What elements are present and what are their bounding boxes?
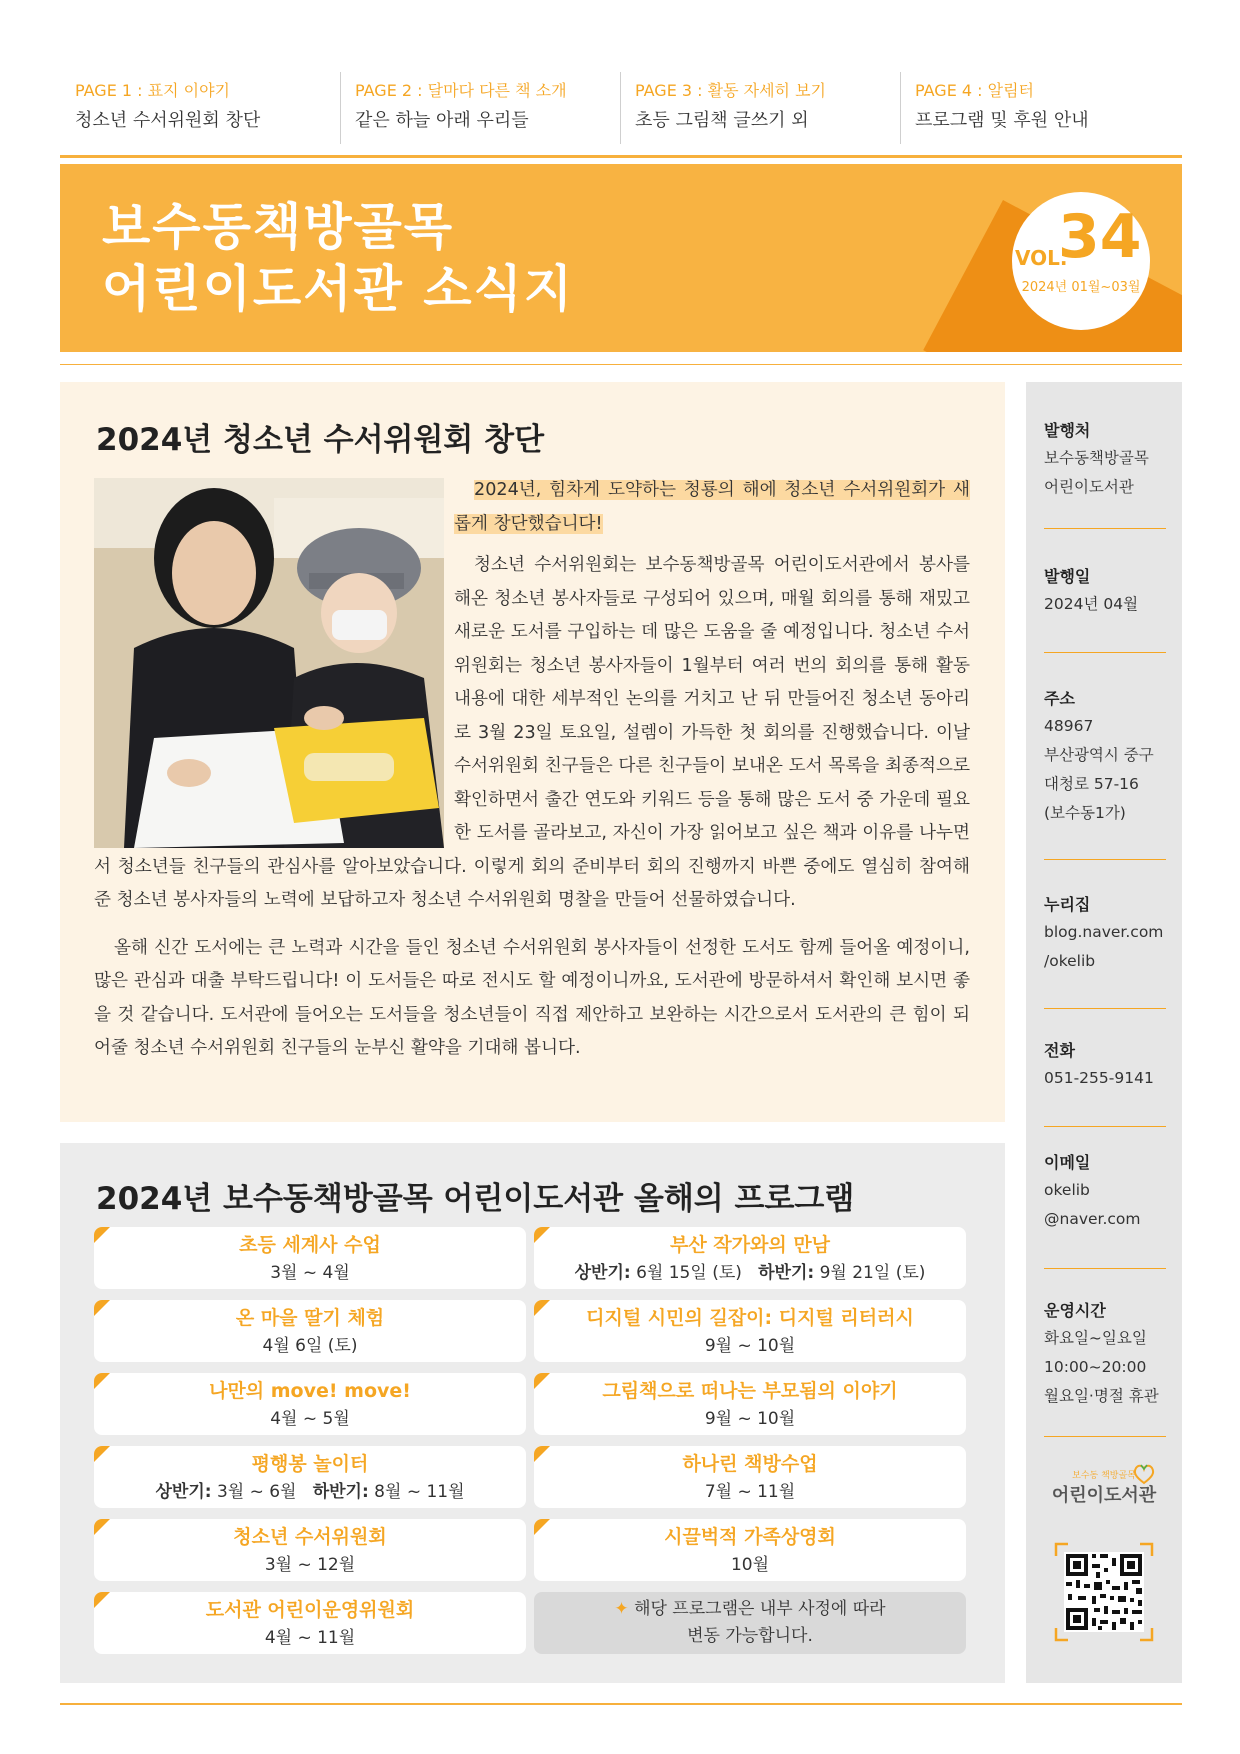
corner-triangle-icon: [534, 1519, 550, 1535]
programs-section: [60, 1143, 1005, 1683]
program-card[interactable]: [534, 1373, 966, 1435]
program-card[interactable]: [94, 1300, 526, 1362]
issue-date-value: 2024년 04월: [1044, 595, 1139, 613]
program-notice-line1: 해당 프로그램은 내부 사정에 따라: [634, 1599, 886, 1619]
library-logo-subtitle: 보수동 책방골목: [1072, 1471, 1136, 1481]
feature-article: [60, 382, 1005, 1122]
phone-heading: 전화: [1044, 1041, 1075, 1060]
nav-page-label: PAGE 1 : 표지 이야기: [75, 81, 230, 100]
corner-triangle-icon: [534, 1300, 550, 1316]
program-notice-line2: 변동 가능합니다.: [687, 1626, 813, 1646]
second-half-date: 9월 21일 (토): [814, 1263, 926, 1283]
address-line2: 대청로 57-16: [1044, 775, 1139, 793]
address-line3: (보수동1가): [1044, 804, 1126, 822]
volume-date: 2024년 01월~03월: [1021, 280, 1141, 295]
library-logo: 어린이도서관: [1051, 1485, 1157, 1506]
masthead-title: [102, 196, 574, 320]
nav-page-label: PAGE 2 : 달마다 다른 책 소개: [355, 81, 567, 100]
publisher-block: [1044, 418, 1166, 502]
second-half-label: 하반기:: [312, 1482, 369, 1502]
article-paragraph-2: 올해 신간 도서에는 큰 노력과 시간을 들인 청소년 수서위원회 봉사자들이 선정한 도서도 함께 들어올 예정이니, 많은 관심과 대출 부탁드립니다! 이 도서들은 따로 전시도 할 예정이니까요, 도서관에 방문하셔서 확인해 보시면 좋을 것 같습니다. 도서관에 들어오는 도서들을 청소년들이 직접 제안하고 보완하는 시간으로서 도서관의 큰 힘이 되어줄 청소년 수서위원회 친구들의 눈부신 활약을 기대해 봅니다.: [94, 937, 970, 1058]
issue-date-block: [1044, 564, 1166, 619]
email-heading: 이메일: [1044, 1153, 1091, 1172]
book-heart-icon: [1132, 1463, 1156, 1485]
volume-label: VOL.: [1015, 246, 1068, 270]
qr-code-icon[interactable]: [1054, 1542, 1154, 1642]
program-name: 나만의 move! move!: [209, 1380, 411, 1402]
program-date: 9월 ~ 10월: [704, 1336, 796, 1356]
sidebar-divider: [1044, 1436, 1166, 1437]
corner-triangle-icon: [94, 1373, 110, 1389]
program-name: 시끌벅적 가족상영회: [664, 1526, 836, 1548]
hours-days: 화요일~일요일: [1044, 1329, 1147, 1347]
nav-page-4[interactable]: [900, 72, 1180, 144]
hours-time: 10:00~20:00: [1044, 1358, 1147, 1376]
program-name: 초등 세계사 수업: [239, 1234, 381, 1256]
volume-number: 34: [1058, 202, 1142, 272]
divider-top: [60, 155, 1182, 158]
nav-page-1[interactable]: [60, 72, 340, 144]
sidebar-divider: [1044, 652, 1166, 653]
star-icon: ✦: [614, 1599, 629, 1619]
website-link-path[interactable]: /okelib: [1044, 952, 1096, 970]
program-name: 디지털 시민의 길잡이: 디지털 리터러시: [586, 1307, 914, 1329]
program-card[interactable]: [94, 1519, 526, 1581]
program-date: 3월 ~ 12월: [264, 1555, 356, 1575]
program-card[interactable]: [534, 1519, 966, 1581]
program-name: 도서관 어린이운영위원회: [205, 1599, 415, 1621]
program-date: 7월 ~ 11월: [704, 1482, 796, 1502]
program-date: [94, 1479, 526, 1505]
corner-triangle-icon: [534, 1373, 550, 1389]
publisher-line1: 보수동책방골목: [1044, 449, 1149, 467]
program-date: 3월 ~ 4월: [270, 1263, 350, 1283]
address-block: [1044, 686, 1166, 828]
issue-date-heading: 발행일: [1044, 567, 1091, 586]
nav-page-title: 프로그램 및 후원 안내: [915, 110, 1089, 131]
info-sidebar: [1026, 382, 1182, 1683]
nav-page-label: PAGE 4 : 알림터: [915, 81, 1034, 100]
email-block: [1044, 1150, 1166, 1234]
publisher-line2: 어린이도서관: [1044, 478, 1134, 496]
program-card[interactable]: [94, 1446, 526, 1508]
corner-triangle-icon: [94, 1446, 110, 1462]
phone-block: [1044, 1038, 1166, 1093]
hours-closed: 월요일·명절 휴관: [1044, 1387, 1159, 1405]
website-link[interactable]: blog.naver.com: [1044, 923, 1164, 941]
corner-triangle-icon: [94, 1227, 110, 1243]
first-half-label: 상반기:: [574, 1263, 631, 1283]
program-card[interactable]: [94, 1373, 526, 1435]
program-date: 10월: [730, 1555, 770, 1575]
program-name: 온 마을 딸기 체험: [235, 1307, 385, 1329]
email-user[interactable]: okelib: [1044, 1181, 1090, 1199]
nav-page-3[interactable]: [620, 72, 900, 144]
address-line1: 부산광역시 중구: [1044, 746, 1154, 764]
program-date: 4월 ~ 11월: [264, 1628, 356, 1648]
second-half-label: 하반기:: [758, 1263, 815, 1283]
program-name: 부산 작가와의 만남: [669, 1234, 831, 1256]
article-photo: [94, 478, 444, 848]
phone-number[interactable]: 051-255-9141: [1044, 1069, 1154, 1087]
corner-triangle-icon: [94, 1300, 110, 1316]
corner-triangle-icon: [94, 1519, 110, 1535]
sidebar-divider: [1044, 1268, 1166, 1269]
article-heading: 2024년 청소년 수서위원회 창단: [96, 422, 545, 458]
nav-page-title: 같은 하늘 아래 우리들: [355, 110, 529, 131]
hours-block: [1044, 1298, 1166, 1411]
nav-page-2[interactable]: [340, 72, 620, 144]
first-half-label: 상반기:: [155, 1482, 212, 1502]
program-card[interactable]: [534, 1300, 966, 1362]
program-date: 4월 ~ 5월: [270, 1409, 350, 1429]
program-name: 하나린 책방수업: [682, 1453, 818, 1475]
hours-heading: 운영시간: [1044, 1301, 1106, 1320]
second-half-date: 8월 ~ 11월: [368, 1482, 465, 1502]
divider-under-banner: [60, 364, 1182, 365]
corner-triangle-icon: [94, 1592, 110, 1608]
email-domain[interactable]: @naver.com: [1044, 1210, 1141, 1228]
sidebar-divider: [1044, 1126, 1166, 1127]
masthead-title-line1: 보수동책방골목: [102, 198, 455, 256]
nav-page-title: 초등 그림책 글쓰기 외: [635, 110, 809, 131]
website-heading: 누리집: [1044, 895, 1091, 914]
program-date: 9월 ~ 10월: [704, 1409, 796, 1429]
sidebar-divider: [1044, 1008, 1166, 1009]
program-date: 4월 6일 (토): [262, 1336, 358, 1356]
address-postcode: 48967: [1044, 717, 1094, 735]
program-name: 청소년 수서위원회: [233, 1526, 387, 1548]
article-lead-highlight: 2024년, 힘차게 도약하는 청룡의 해에 청소년 수서위원회가 새롭게 창단했습니다!: [454, 480, 970, 534]
article-paragraph-1: 청소년 수서위원회는 보수동책방골목 어린이도서관에서 봉사를 해온 청소년 봉사자들로 구성되어 있으며, 매월 회의를 통해 재밌고 새로운 도서를 구입하는 데 많은 도움을 줄 예정입니다. 청소년 수서위원회는 청소년 봉사자들이 1월부터 여러 번의 회의를 통해 활동 내용에 대한 세부적인 논의를 거치고 난 뒤 만들어진 청소년 동아리로 3월 23일 토요일, 설렘이 가득한 첫 회의를 진행했습니다. 이날 수서위원회 친구들은 다른 친구들이 보내온 도서 목록을 최종적으로 확인하면서 출간 연도와 키워드 등을 통해 많은 도서 중 가운데 필요한 도서를 골라보고, 자신이 가장 읽어보고 싶은 책과 이유를 나누면서 청소년들 친구들의 관심사를 알아보았습니다. 이렇게 회의 준비부터 회의 진행까지 바쁜 중에도 열심히 참여해 준 청소년 봉사자들의 노력에 보답하고자 청소년 수서위원회 명찰을 만들어 선물하였습니다.: [94, 555, 970, 910]
programs-heading: 2024년 보수동책방골목 어린이도서관 올해의 프로그램: [96, 1181, 855, 1217]
program-date: [534, 1260, 966, 1286]
website-block: [1044, 892, 1166, 976]
masthead-banner: [60, 164, 1182, 352]
nav-page-title: 청소년 수서위원회 창단: [75, 110, 261, 131]
publisher-heading: 발행처: [1044, 421, 1091, 440]
sidebar-divider: [1044, 859, 1166, 860]
program-card[interactable]: [534, 1227, 966, 1289]
program-card[interactable]: [94, 1592, 526, 1654]
first-half-date: 6월 15일 (토): [630, 1263, 742, 1283]
sidebar-divider: [1044, 528, 1166, 529]
first-half-date: 3월 ~ 6월: [211, 1482, 297, 1502]
divider-bottom: [60, 1703, 1182, 1705]
program-name: 평행봉 놀이터: [251, 1453, 369, 1475]
program-card[interactable]: [94, 1227, 526, 1289]
program-card[interactable]: [534, 1446, 966, 1508]
program-notice: [534, 1592, 966, 1654]
top-navigation: [60, 72, 1180, 144]
photo-illustration: [94, 478, 444, 848]
masthead-title-line2: 어린이도서관 소식지: [102, 260, 575, 318]
address-heading: 주소: [1044, 689, 1075, 708]
corner-triangle-icon: [534, 1227, 550, 1243]
corner-triangle-icon: [534, 1446, 550, 1462]
program-name: 그림책으로 떠나는 부모됨의 이야기: [602, 1380, 898, 1402]
nav-page-label: PAGE 3 : 활동 자세히 보기: [635, 81, 826, 100]
